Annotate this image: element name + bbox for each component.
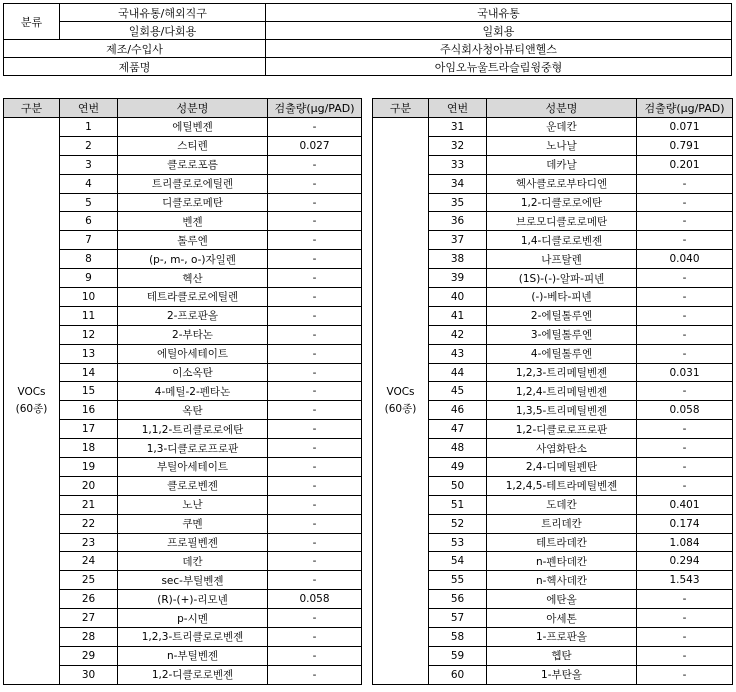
component-name: 테트라클로로에틸렌	[118, 288, 268, 307]
table-row	[373, 118, 733, 137]
component-name: 부틸아세테이트	[118, 458, 268, 477]
component-name: 2-프로판올	[118, 306, 268, 325]
detected-amount: -	[268, 401, 362, 420]
component-name: 클로로벤젠	[118, 476, 268, 495]
detected-amount: -	[268, 533, 362, 552]
component-name: 1,4-디클로로벤젠	[487, 231, 637, 250]
voc-header-row	[373, 99, 733, 118]
row-number: 39	[429, 269, 487, 288]
category-label: 분류	[4, 4, 60, 40]
row-number: 46	[429, 401, 487, 420]
component-name: 3-에틸톨루엔	[487, 325, 637, 344]
detected-amount: 1.084	[637, 533, 733, 552]
info-row-product	[4, 58, 732, 76]
detected-amount: -	[637, 439, 733, 458]
detected-amount: 0.294	[637, 552, 733, 571]
row-number: 21	[60, 495, 118, 514]
component-name: 노난	[118, 495, 268, 514]
detected-amount: -	[268, 609, 362, 628]
component-name: 1-프로판올	[487, 628, 637, 647]
detected-amount: -	[268, 646, 362, 665]
row-number: 28	[60, 628, 118, 647]
component-name: 노나날	[487, 136, 637, 155]
component-name: 1,2-디클로로벤젠	[118, 665, 268, 684]
row-number: 23	[60, 533, 118, 552]
maker-label: 제조/수입사	[4, 40, 266, 58]
header-component: 성분명	[118, 99, 268, 118]
header-no: 연번	[429, 99, 487, 118]
detected-amount: -	[268, 628, 362, 647]
row-number: 3	[60, 155, 118, 174]
component-name: (R)-(+)-리모넨	[118, 590, 268, 609]
detected-amount: -	[268, 495, 362, 514]
group-label-line2: (60종)	[15, 402, 48, 415]
component-name: 1,3-디클로로프로판	[118, 439, 268, 458]
component-name: 1,2,3-트리클로로벤젠	[118, 628, 268, 647]
component-name: 에틸벤젠	[118, 118, 268, 137]
component-name: 브로모디클로로메탄	[487, 212, 637, 231]
row-number: 16	[60, 401, 118, 420]
row-number: 54	[429, 552, 487, 571]
component-name: (1S)-(-)-알파-피넨	[487, 269, 637, 288]
component-name: 1,1,2-트리클로로에탄	[118, 420, 268, 439]
row-number: 32	[429, 136, 487, 155]
component-name: (p-, m-, o-)자일렌	[118, 250, 268, 269]
component-name: 헵탄	[487, 646, 637, 665]
product-label: 제품명	[4, 58, 266, 76]
component-name: n-헥사데칸	[487, 571, 637, 590]
detected-amount: -	[268, 174, 362, 193]
row-number: 29	[60, 646, 118, 665]
product-info-table	[3, 3, 732, 76]
component-name: 1,3,5-트리메틸벤젠	[487, 401, 637, 420]
component-name: 데칸	[118, 552, 268, 571]
component-name: n-펜타데칸	[487, 552, 637, 571]
detected-amount: -	[637, 628, 733, 647]
row-number: 1	[60, 118, 118, 137]
component-name: sec-부틸벤젠	[118, 571, 268, 590]
row-number: 60	[429, 665, 487, 684]
row-number: 50	[429, 476, 487, 495]
row-number: 12	[60, 325, 118, 344]
row-number: 20	[60, 476, 118, 495]
component-name: 에틸아세테이트	[118, 344, 268, 363]
detected-amount: -	[637, 269, 733, 288]
row-number: 40	[429, 288, 487, 307]
row-number: 56	[429, 590, 487, 609]
component-name: 2-에틸톨루엔	[487, 306, 637, 325]
detected-amount: 0.071	[637, 118, 733, 137]
row-number: 38	[429, 250, 487, 269]
distribution-label: 국내유통/해외직구	[60, 4, 266, 22]
component-name: 트리데칸	[487, 514, 637, 533]
detected-amount: -	[268, 231, 362, 250]
component-name: 1,2-디클로로에탄	[487, 193, 637, 212]
detected-amount: -	[637, 288, 733, 307]
component-name: 2,4-디메틸펜탄	[487, 458, 637, 477]
row-number: 42	[429, 325, 487, 344]
row-number: 44	[429, 363, 487, 382]
row-number: 26	[60, 590, 118, 609]
row-number: 13	[60, 344, 118, 363]
detected-amount: -	[268, 571, 362, 590]
row-number: 45	[429, 382, 487, 401]
component-name: 헥산	[118, 269, 268, 288]
header-component: 성분명	[487, 99, 637, 118]
detected-amount: -	[637, 231, 733, 250]
component-name: 아세톤	[487, 609, 637, 628]
detected-amount: 0.791	[637, 136, 733, 155]
detected-amount: -	[637, 458, 733, 477]
component-name: 톨루엔	[118, 231, 268, 250]
detected-amount: 0.027	[268, 136, 362, 155]
detected-amount: -	[637, 609, 733, 628]
usage-label: 일회용/다회용	[60, 22, 266, 40]
maker-value: 주식회사청아뷰티앤헬스	[266, 40, 732, 58]
row-number: 14	[60, 363, 118, 382]
row-number: 6	[60, 212, 118, 231]
row-number: 48	[429, 439, 487, 458]
component-name: 2-부타논	[118, 325, 268, 344]
detected-amount: -	[268, 288, 362, 307]
header-group: 구분	[373, 99, 429, 118]
row-number: 36	[429, 212, 487, 231]
detected-amount: 0.058	[268, 590, 362, 609]
detected-amount: 0.201	[637, 155, 733, 174]
row-number: 18	[60, 439, 118, 458]
row-number: 24	[60, 552, 118, 571]
row-number: 57	[429, 609, 487, 628]
group-cell	[4, 118, 60, 685]
row-number: 19	[60, 458, 118, 477]
component-name: 옥탄	[118, 401, 268, 420]
row-number: 53	[429, 533, 487, 552]
detected-amount: -	[268, 458, 362, 477]
detected-amount: -	[637, 420, 733, 439]
detected-amount: -	[268, 325, 362, 344]
detected-amount: -	[268, 420, 362, 439]
row-number: 37	[429, 231, 487, 250]
component-name: 1,2,3-트리메틸벤젠	[487, 363, 637, 382]
component-name: 나프탈렌	[487, 250, 637, 269]
row-number: 30	[60, 665, 118, 684]
detected-amount: -	[637, 590, 733, 609]
row-number: 22	[60, 514, 118, 533]
detected-amount: -	[268, 552, 362, 571]
detected-amount: -	[268, 118, 362, 137]
component-name: 에탄올	[487, 590, 637, 609]
component-name: (-)-베타-피넨	[487, 288, 637, 307]
component-name: 1,2-디클로로프로판	[487, 420, 637, 439]
voc-table-left	[3, 98, 362, 685]
row-number: 41	[429, 306, 487, 325]
component-name: 1,2,4,5-테트라메틸벤젠	[487, 476, 637, 495]
component-name: 클로로포름	[118, 155, 268, 174]
header-no: 연번	[60, 99, 118, 118]
detected-amount: -	[268, 306, 362, 325]
row-number: 58	[429, 628, 487, 647]
row-number: 52	[429, 514, 487, 533]
detected-amount: -	[637, 306, 733, 325]
detected-amount: -	[268, 155, 362, 174]
detected-amount: -	[268, 344, 362, 363]
detected-amount: -	[637, 646, 733, 665]
detected-amount: -	[268, 439, 362, 458]
row-number: 33	[429, 155, 487, 174]
row-number: 9	[60, 269, 118, 288]
info-row-maker	[4, 40, 732, 58]
table-row	[4, 118, 362, 137]
detected-amount: -	[637, 325, 733, 344]
component-name: 스티렌	[118, 136, 268, 155]
row-number: 27	[60, 609, 118, 628]
voc-table-right	[372, 98, 733, 685]
component-name: 4-메틸-2-펜타논	[118, 382, 268, 401]
group-label-line1: VOCs	[17, 385, 46, 398]
row-number: 15	[60, 382, 118, 401]
distribution-value: 국내유통	[266, 4, 732, 22]
detected-amount: -	[268, 382, 362, 401]
component-name: 사염화탄소	[487, 439, 637, 458]
detected-amount: -	[637, 193, 733, 212]
detected-amount: -	[268, 269, 362, 288]
detected-amount: -	[637, 174, 733, 193]
component-name: 트리클로로에틸렌	[118, 174, 268, 193]
component-name: 데카날	[487, 155, 637, 174]
component-name: 1,2,4-트리메틸벤젠	[487, 382, 637, 401]
row-number: 8	[60, 250, 118, 269]
info-row-usage	[4, 22, 732, 40]
row-number: 25	[60, 571, 118, 590]
detected-amount: 0.058	[637, 401, 733, 420]
row-number: 31	[429, 118, 487, 137]
row-number: 49	[429, 458, 487, 477]
voc-body-left	[4, 118, 362, 685]
row-number: 10	[60, 288, 118, 307]
detected-amount: -	[268, 363, 362, 382]
detected-amount: 0.031	[637, 363, 733, 382]
row-number: 51	[429, 495, 487, 514]
detected-amount: -	[637, 344, 733, 363]
row-number: 11	[60, 306, 118, 325]
header-group: 구분	[4, 99, 60, 118]
detected-amount: -	[637, 382, 733, 401]
component-name: 벤젠	[118, 212, 268, 231]
detected-amount: -	[637, 476, 733, 495]
detected-amount: -	[268, 476, 362, 495]
detected-amount: -	[637, 665, 733, 684]
row-number: 59	[429, 646, 487, 665]
row-number: 5	[60, 193, 118, 212]
row-number: 55	[429, 571, 487, 590]
detected-amount: -	[268, 212, 362, 231]
row-number: 17	[60, 420, 118, 439]
detected-amount: -	[268, 193, 362, 212]
row-number: 47	[429, 420, 487, 439]
component-name: n-부틸벤젠	[118, 646, 268, 665]
row-number: 35	[429, 193, 487, 212]
row-number: 43	[429, 344, 487, 363]
detected-amount: -	[268, 665, 362, 684]
component-name: 헥사클로로부타디엔	[487, 174, 637, 193]
usage-value: 일회용	[266, 22, 732, 40]
component-name: 도데칸	[487, 495, 637, 514]
component-name: 1-부탄올	[487, 665, 637, 684]
detected-amount: 0.174	[637, 514, 733, 533]
row-number: 2	[60, 136, 118, 155]
detected-amount: -	[637, 212, 733, 231]
row-number: 4	[60, 174, 118, 193]
component-name: 운데칸	[487, 118, 637, 137]
group-cell	[373, 118, 429, 685]
component-name: 디클로로메탄	[118, 193, 268, 212]
info-row-distribution	[4, 4, 732, 22]
detected-amount: 0.040	[637, 250, 733, 269]
row-number: 7	[60, 231, 118, 250]
detected-amount: -	[268, 250, 362, 269]
component-name: 테트라데칸	[487, 533, 637, 552]
header-amount: 검출량(μg/PAD)	[637, 99, 733, 118]
voc-body-right	[373, 118, 733, 685]
component-name: p-시멘	[118, 609, 268, 628]
row-number: 34	[429, 174, 487, 193]
product-value: 아임오뉴울트라슬림윙중형	[266, 58, 732, 76]
header-amount: 검출량(μg/PAD)	[268, 99, 362, 118]
detected-amount: 1.543	[637, 571, 733, 590]
component-name: 프로필벤젠	[118, 533, 268, 552]
component-name: 이소옥탄	[118, 363, 268, 382]
detected-amount: -	[268, 514, 362, 533]
component-name: 쿠멘	[118, 514, 268, 533]
group-label-line2: (60종)	[384, 402, 417, 415]
detected-amount: 0.401	[637, 495, 733, 514]
voc-header-row	[4, 99, 362, 118]
component-name: 4-에틸톨루엔	[487, 344, 637, 363]
group-label-line1: VOCs	[386, 385, 415, 398]
